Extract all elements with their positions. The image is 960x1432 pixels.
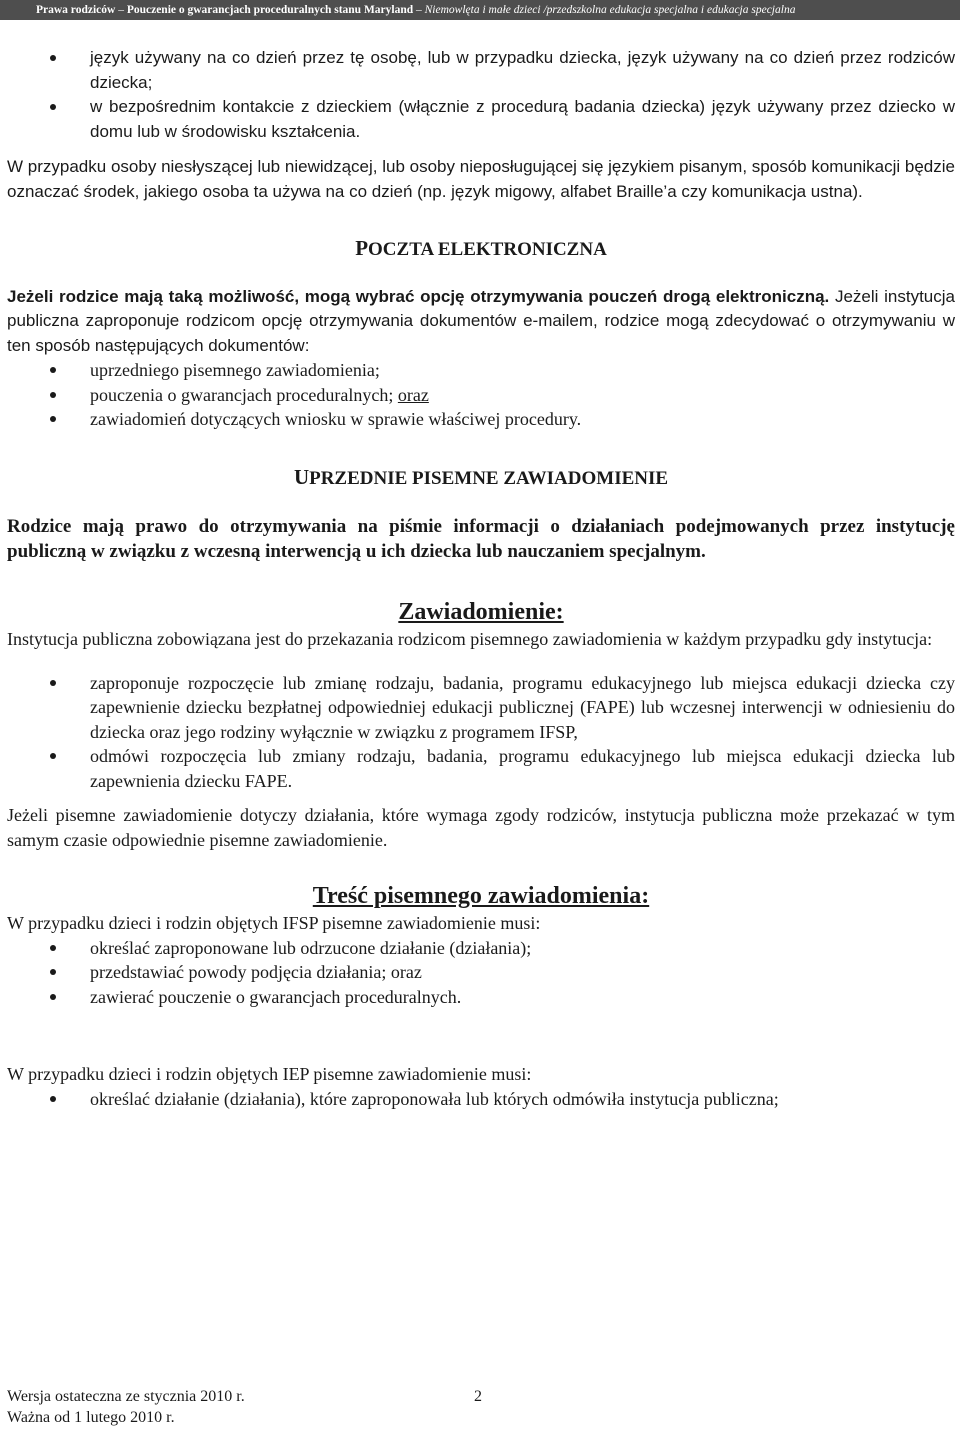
email-doc-item-prior-notice: uprzedniego pisemnego zawiadomienia; [7,358,955,383]
ifsp-requirements-list [7,936,955,1010]
email-title-cap: P [355,236,369,260]
notice-case-refuse: odmówi rozpoczęcia lub zmiany rodzaju, badania, programu edukacyjnego lub miejsca edukacji dziecka lub zapewnienia dziecku FAPE. [7,744,955,793]
prior-notice-title-rest: PRZEDNIE PISEMNE ZAWIADOMIENIE [309,467,669,489]
header-part-1: Prawa rodziców [36,4,116,16]
prior-notice-section-title [7,465,955,492]
notice-cases-list [7,671,955,794]
content-subsection-title: Treść pisemnego zawiadomienia: [312,883,650,909]
prior-notice-title-cap: U [293,464,310,489]
deaf-blind-paragraph: W przypadku osoby niesłyszącej lub niewidzącej, lub osoby nieposługującej się językiem pisanym, sposób komunikacji będzie oznaczać środek, jakiego osoba ta używa na co dzień (np. język migowy, alfabet Braille’a czy komunikacja ustna). [7,157,955,201]
iep-intro-paragraph: W przypadku dzieci i rodzin objętych IEP pisemne zawiadomienie musi: [7,1064,532,1084]
ifsp-requirement-action: określać zaproponowane lub odrzucone działanie (działania); [7,936,955,961]
language-list [7,46,955,144]
language-item-daily: język używany na co dzień przez tę osobę, lub w przypadku dziecka, język używany na co dzień przez rodziców dziecka; [7,46,955,95]
header-sep-1: – [115,4,127,16]
email-doc-item-oraz: oraz [397,384,429,405]
email-paragraph [7,285,955,359]
email-documents-list [7,358,955,432]
footer-valid-from: Ważna od 1 lutego 2010 r. [7,1409,175,1426]
ifsp-intro-paragraph: W przypadku dzieci i rodzin objętych IFSP pisemne zawiadomienie musi: [7,913,541,933]
notice-subsection-title: Zawiadomienie: [398,599,564,625]
header-part-2: Pouczenie o gwarancjach proceduralnych stanu Maryland [126,4,414,16]
running-header [0,0,960,20]
header-part-3: Niemowlęta i małe dzieci [424,4,541,16]
email-title-rest: OCZTA ELEKTRONICZNA [368,239,607,260]
email-doc-item-safeguards-text: pouczenia o gwarancjach proceduralnych; [90,384,398,405]
header-sep-2: – [413,4,425,16]
email-text: Jeżeli instytucja publiczna zaproponuje rodzicom opcję otrzymywania dokumentów e-mailem, rodzice mogą zdecydować o otrzymywaniu w ten sposób następujących dokumentów: [7,286,955,355]
header-part-4: /przedszkolna edukacja specjalna i edukacja specjalna [540,4,796,16]
language-item-direct-contact: w bezpośrednim kontakcie z dzieckiem (włącznie z procedurą badania dziecka) język używany przez dziecko w domu lub w środowisku kształcenia. [7,95,955,144]
footer-version: Wersja ostateczna ze stycznia 2010 r. [7,1388,245,1405]
prior-notice-bold-paragraph: Rodzice mają prawo do otrzymywania na piśmie informacji o działaniach podejmowanych przez instytucję publiczną w związku z wczesną interwencją u ich dziecka lub nauczaniem specjalnym. [7,516,955,562]
email-section-title [7,236,955,263]
notice-intro-paragraph: Instytucja publiczna zobowiązana jest do przekazania rodzicom pisemnego zawiadomienia w każdym przypadku gdy instytucja: [7,629,933,649]
page-number: 2 [474,1388,482,1405]
consent-paragraph: Jeżeli pisemne zawiadomienie dotyczy działania, które wymaga zgody rodziców, instytucja publiczna może przekazać w tym samym czasie odpowiednie pisemne zawiadomienie. [7,805,955,850]
ifsp-requirement-safeguards: zawierać pouczenie o gwarancjach proceduralnych. [7,985,955,1010]
iep-requirement-action: określać działanie (działania), które zaproponowała lub których odmówiła instytucja publiczna; [7,1087,955,1112]
iep-requirements-list [7,1087,955,1112]
email-bold-text: Jeżeli rodzice mają taką możliwość, mogą wybrać opcję otrzymywania pouczeń drogą elektroniczną. [7,286,830,306]
email-doc-item-due-process: zawiadomień dotyczących wniosku w sprawie właściwej procedury. [7,407,955,432]
ifsp-requirement-reasons: przedstawiać powody podjęcia działania; oraz [7,960,955,985]
notice-case-propose: zaproponuje rozpoczęcie lub zmianę rodzaju, badania, programu edukacyjnego lub miejsca edukacji dziecka czy zapewnienie dziecku bezpłatnej odpowiedniej edukacji publicznej (FAPE) lub wczesnej interwencji w odniesieniu do dziecka oraz jego rodziny wyłącznie w związku z programem IFSP, [7,671,955,745]
footer [7,1386,245,1428]
page-content [7,24,955,1111]
email-doc-item-safeguards [7,383,955,408]
